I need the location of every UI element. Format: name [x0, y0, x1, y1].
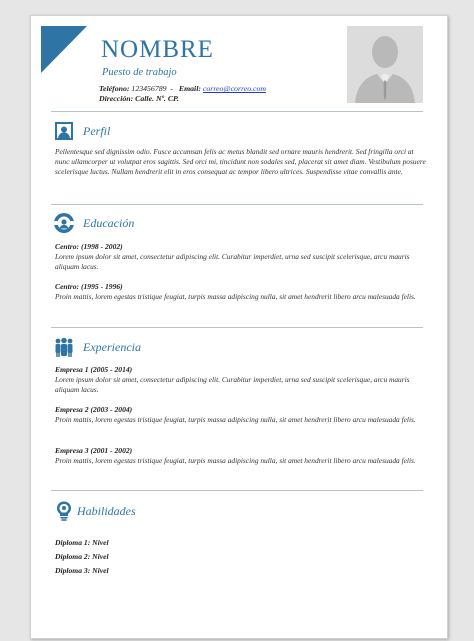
job-title: Puesto de trabajo: [102, 67, 177, 78]
portrait-icon: [53, 120, 75, 142]
person-silhouette-icon: [347, 26, 423, 103]
skill-item-1: Diploma 1: Nivel: [55, 538, 109, 547]
profile-text: Pellentesque sed dignissim odio. Fusce accumsan felis ac metus blandit sed ornare mauris hendrerit. Sed fringilla orci at nunc ullamcorper ut volutpat eros sagittis. Sed orci mi, tincidunt non sodales sed, placerat sit amet diam. Vestibulum posuere scelerisque luctus. Nullam hendrerit elit in eros consequat ac tempor libero ultrices. Suspendisse vitae convallis ante.: [55, 147, 426, 177]
education-item-1-heading: Centro: (1998 - 2002): [55, 242, 123, 251]
contact-info: [99, 84, 266, 104]
phone-label: Teléfono:: [99, 84, 130, 93]
divider-profile: [51, 204, 423, 205]
experience-item-2-text: Proin mattis, lorem egestas tristique feugiat, turpis massa adipiscing nulla, sit amet hendrerit libero arcu malesuada felis.: [55, 415, 416, 424]
candidate-name: NOMBRE: [101, 36, 214, 63]
experience-item-1-heading: Empresa 1 (2005 - 2014): [55, 365, 133, 374]
experience-item-2-heading: Empresa 2 (2003 - 2004): [55, 405, 133, 414]
address-label: Dirección:: [99, 94, 134, 103]
divider-top: [51, 111, 423, 112]
skill-item-2: Diploma 2: Nivel: [55, 552, 109, 561]
experience-item-1-text: Lorem ipsum dolor sit amet, consectetur adipiscing elit. Curabitur imperdiet, urna sed suscipit scelerisque, arcu mauris aliquam lacus.: [55, 375, 410, 395]
skills-title: Habilidades: [77, 504, 136, 518]
education-item-2-heading: Centro: (1995 - 1996): [55, 282, 123, 291]
education-item-1-text: Lorem ipsum dolor sit amet, consectetur adipiscing elit. Curabitur imperdiet, urna sed suscipit scelerisque, arcu mauris aliquam lacus.: [55, 252, 410, 272]
experience-item-3-text: Proin mattis, lorem egestas tristique feugiat, turpis massa adipiscing nulla, sit amet hendrerit libero arcu malesuada felis.: [55, 456, 416, 465]
profile-photo: [347, 26, 423, 103]
corner-triangle-decoration: [41, 26, 87, 73]
contact-line-1: Teléfono: 123456789 - Email: correo@correo.com: [99, 84, 267, 93]
profile-title: Perfil: [83, 124, 111, 138]
email-label: Email:: [178, 84, 201, 93]
contact-line-2: [99, 94, 266, 104]
graduate-icon: [53, 212, 75, 234]
address-value: Calle. Nº. CP.: [135, 94, 179, 103]
experience-title: Experiencia: [83, 340, 141, 354]
email-link[interactable]: correo@correo.com: [202, 84, 267, 93]
lightbulb-icon: [53, 500, 75, 522]
skill-item-3: Diploma 3: Nivel: [55, 566, 109, 575]
team-icon: [53, 336, 75, 358]
divider-education: [51, 327, 423, 328]
resume-page: [30, 15, 448, 639]
education-title: Educación: [83, 216, 135, 230]
divider-experience: [51, 490, 423, 491]
experience-item-3-heading: Empresa 3 (2001 - 2002): [55, 446, 133, 455]
education-item-2-text: Proin mattis, lorem egestas tristique feugiat, turpis massa adipiscing nulla, sit amet hendrerit libero arcu malesuada felis.: [55, 292, 416, 301]
phone-value: 123456789: [131, 84, 167, 93]
